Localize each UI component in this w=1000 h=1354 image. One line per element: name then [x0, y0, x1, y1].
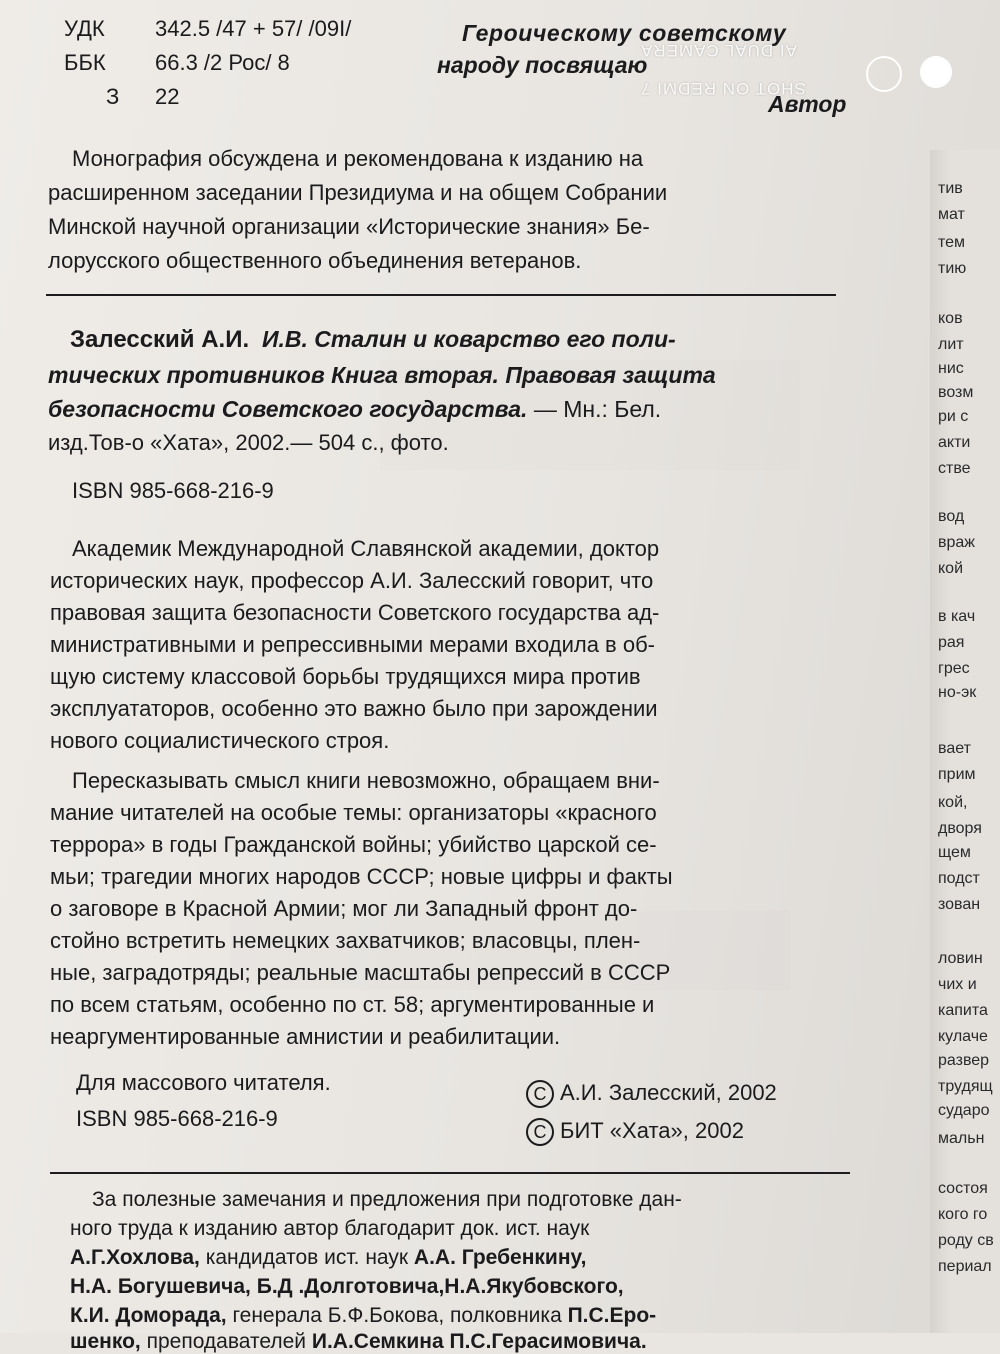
copyright-publisher-text: БИТ «Хата», 2002 [560, 1118, 744, 1143]
abstract-line: террора» в годы Гражданской войны; убийство царской се- [50, 832, 657, 857]
divider-bottom [50, 1172, 850, 1174]
z-label: З [106, 84, 120, 109]
facing-page-fragment: кого го [938, 1206, 988, 1223]
facing-page-fragment: акти [938, 434, 971, 451]
citation-author: Залесский А.И. [70, 326, 250, 353]
facing-page-fragment: состоя [938, 1180, 988, 1197]
camera-watermark-line-2: SHOT ON REDMI 7 [640, 79, 806, 98]
ack-name: Б.Д .Долготовича, [250, 1275, 445, 1298]
ack-line [70, 1246, 586, 1270]
facing-page-fragment: щем [938, 844, 971, 861]
dedication-line-1: Героическому советскому [462, 20, 787, 46]
facing-page-fragment: подст [938, 870, 980, 887]
abstract-line: стойно встретить немецких захватчиков; власовцы, плен- [50, 928, 641, 953]
monograph-line: расширенном заседании Президиума и на общем Собрании [48, 180, 668, 205]
facing-page-fragment: трудящ [938, 1078, 993, 1095]
abstract-line: Академик Международной Славянской академии, доктор [72, 536, 660, 561]
facing-page-fragment: развер [938, 1052, 990, 1069]
abstract-line: эксплуататоров, особенно это важно было при зарождении [50, 696, 658, 721]
citation-publisher-part-1: — Мн.: Бел. [533, 396, 662, 422]
ack-name: К.И. Доморада, [70, 1304, 227, 1327]
facing-page-fragment: дворя [938, 820, 982, 837]
facing-page-fragment: вод [938, 508, 965, 525]
abstract-line: неаргументированные амнистии и реабилитации. [50, 1024, 561, 1049]
ack-line: За полезные замечания и предложения при подготовке дан- [92, 1188, 682, 1211]
copyright-icon: C [526, 1080, 554, 1108]
facing-page-fragment: прим [938, 766, 976, 783]
abstract-line: министративными и репрессивными мерами входила в об- [50, 632, 655, 657]
facing-page-fragment: кой [938, 560, 964, 577]
abstract-line: ные, заградотряды; реальные масштабы репрессий в СССР [50, 960, 671, 985]
ack-line [70, 1275, 624, 1299]
ack-text: кандидатов ист. наук [199, 1246, 414, 1269]
abstract-line: правовая защита безопасности Советского государства ад- [50, 600, 660, 625]
facing-page-fragment: зован [938, 896, 981, 913]
facing-page-fragment: чих и [938, 976, 977, 993]
facing-page-fragment: ри с [938, 408, 969, 425]
facing-page-fragment: стве [938, 460, 971, 477]
ack-name: И.А.Семкина П.С.Герасимовича. [311, 1330, 647, 1353]
facing-page-fragment: грес [938, 660, 970, 677]
facing-page-fragment: ков [938, 310, 963, 327]
bbk-value: 66.3 /2 Рос/ 8 [155, 50, 290, 75]
abstract-line: мание читателей на особые темы: организаторы «красного [50, 800, 657, 825]
abstract-line: мьи; трагедии многих народов СССР; новые цифры и факты [50, 864, 673, 889]
ack-name: А.А. Гребенкину, [413, 1246, 587, 1269]
dedication-signature: Автор [768, 91, 847, 117]
facing-page-fragment: но-эк [938, 684, 977, 701]
ack-name: Н.А. Богушевича, [70, 1275, 251, 1298]
isbn-1: ISBN 985-668-216-9 [72, 478, 274, 503]
citation-line-3 [48, 396, 661, 423]
monograph-line: лорусского общественного объединения ветеранов. [48, 248, 582, 273]
abstract-line: по всем статьям, особенно по ст. 58; аргументированные и [50, 992, 655, 1017]
ack-line [70, 1330, 647, 1354]
facing-page-fragment: тив [938, 180, 963, 197]
isbn-2: ISBN 985-668-216-9 [76, 1106, 278, 1131]
udk-label: УДК [64, 16, 105, 41]
ack-name: шенко, [70, 1330, 141, 1353]
abstract-line: щую систему классовой борьбы трудящихся мира против [50, 664, 641, 689]
facing-page-fragment: лит [938, 336, 964, 353]
facing-page-fragment: кулаче [938, 1028, 988, 1045]
citation-title-part-1: И.В. Сталин и коварство его поли- [261, 326, 676, 352]
citation-publisher-part-2: изд.Тов-о «Хата», 2002.— 504 с., фото. [48, 430, 449, 455]
camera-watermark-line-1: AI DUAL CAMERA [640, 41, 797, 60]
audience-note: Для массового читателя. [76, 1070, 331, 1095]
divider-top [46, 294, 836, 296]
facing-page-fragment: нис [938, 360, 964, 377]
bbk-label: ББК [64, 50, 106, 75]
udk-value: 342.5 /47 + 57/ /09I/ [155, 16, 352, 41]
monograph-line: Минской научной организации «Исторические знания» Бе- [48, 214, 650, 239]
citation-line-1 [70, 326, 676, 354]
copyright-publisher [526, 1118, 744, 1146]
citation-title-part-2: тических противников Книга вторая. Правовая защита [48, 362, 716, 388]
copyright-author [526, 1080, 777, 1108]
facing-page-fragment: роду св [938, 1232, 994, 1249]
abstract-line: Пересказывать смысл книги невозможно, обращаем вни- [72, 768, 660, 793]
facing-page-fragment: возм [938, 384, 974, 401]
facing-page-fragment: мальн [938, 1130, 985, 1147]
ack-name: Н.А.Якубовского, [444, 1275, 624, 1298]
facing-page-fragment: враж [938, 534, 975, 551]
facing-page-fragment: сударо [938, 1102, 990, 1119]
abstract-line: о заговоре в Красной Армии; мог ли Западный фронт до- [50, 896, 638, 921]
facing-page-fragment: мат [938, 206, 965, 223]
ack-text: генерала Б.Ф.Бокова, полковника [226, 1304, 568, 1327]
abstract-line: исторических наук, профессор А.И. Залесский говорит, что [50, 568, 654, 593]
copyright-author-text: А.И. Залесский, 2002 [560, 1080, 777, 1105]
citation-title-part-3: безопасности Советского государства. [48, 396, 528, 422]
facing-page-strip [930, 150, 1000, 1333]
ack-line: ного труда к изданию автор благодарит док. ист. наук [70, 1217, 590, 1240]
facing-page-fragment: вает [938, 740, 971, 757]
facing-page-fragment: рая [938, 634, 965, 651]
facing-page-fragment: тию [938, 260, 967, 277]
ack-name: А.Г.Хохлова, [70, 1246, 200, 1269]
facing-page-fragment: периал [938, 1258, 992, 1275]
ack-name: П.С.Еро- [567, 1304, 657, 1327]
ack-line [70, 1304, 656, 1328]
facing-page-fragment: ловин [938, 950, 983, 967]
ack-text: преподавателей [140, 1330, 312, 1353]
camera-dot-filled [920, 56, 952, 88]
abstract-line: нового социалистического строя. [50, 728, 390, 753]
facing-page-fragment: в кач [938, 608, 976, 625]
dedication-line-2: народу посвящаю [437, 52, 648, 78]
camera-dot-outline [866, 56, 902, 92]
copyright-icon: C [526, 1118, 554, 1146]
facing-page-fragment: кой, [938, 794, 968, 811]
facing-page-fragment: капита [938, 1002, 988, 1019]
z-value: 22 [155, 84, 180, 109]
monograph-line: Монография обсуждена и рекомендована к изданию на [72, 146, 644, 171]
facing-page-fragment: тем [938, 234, 966, 251]
